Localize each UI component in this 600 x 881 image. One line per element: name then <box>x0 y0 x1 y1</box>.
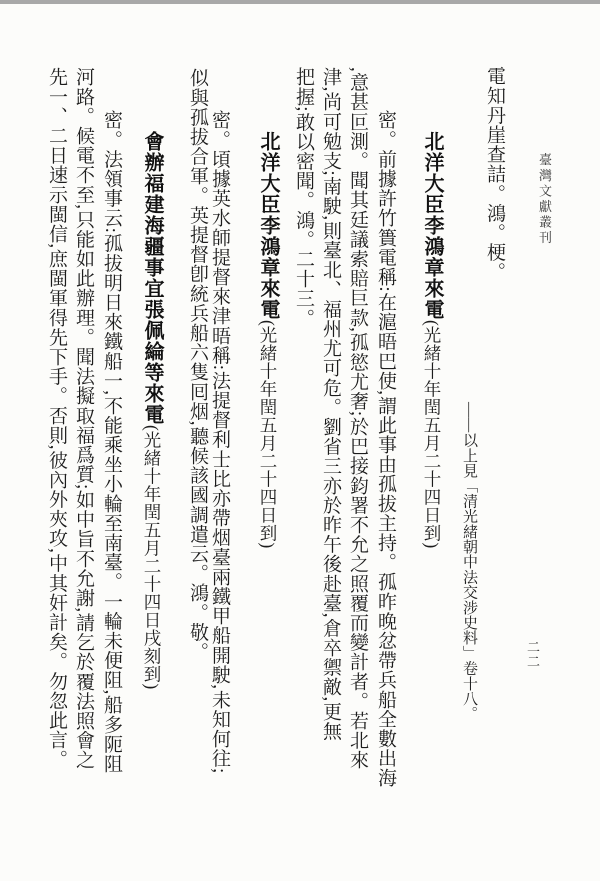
entry-1-heading <box>421 131 443 549</box>
entry-2-body-col-1: 密。頃據英水師提督來津晤稱:法提督利士比亦帶烟臺兩鐵甲船開駛,未知何往; <box>209 110 230 774</box>
entry-2-date: (光緒十年閏五月二十四日到) <box>258 320 278 549</box>
entry-1-title: 北洋大臣李鴻章來電 <box>421 131 443 320</box>
carryover-line: 電知丹崖查詰。鴻。梗。 <box>484 66 505 282</box>
entry-2-title: 北洋大臣李鴻章來電 <box>257 131 279 320</box>
entry-1-body-col-2: ,意甚叵測。聞其廷議索賠巨款,孤慾尤奢;於巴接鈞署不允之照覆而變計者。若北來 <box>347 67 368 770</box>
entry-3-heading <box>141 131 163 690</box>
series-title: 臺灣文獻叢刊 <box>537 153 552 246</box>
entry-3-body-col-3: 先一、二日速示閩信,庶閩軍得先下手。否則,彼內外夾攻,中其奸計矣。勿忽此言。 <box>46 67 67 770</box>
entry-2-heading <box>257 131 279 549</box>
page-number: 二二 <box>525 640 540 669</box>
entry-3-body-col-2: 河路。候電不至,只能如此辦理。聞法擬取福爲質;如中旨不允謝,請乞於覆法照會之 <box>73 67 94 770</box>
entry-3-title: 會辦福建海疆事宜張佩綸等來電 <box>141 131 163 425</box>
entry-3-date: (光緒十年閏五月二十四日戌刻到) <box>142 425 162 690</box>
source-citation: ——以上見「清光緒朝中法交涉史料」卷十八。 <box>461 402 477 722</box>
entry-1-body-col-4: 把握;敢以密聞。鴻。二十三。 <box>293 67 314 328</box>
page-top-rule <box>0 0 600 4</box>
entry-2-body-col-2: 似與孤拔合軍。英提督卽統兵船六隻囘烟,聽候該國調遣云。鴻。敬。 <box>187 68 208 662</box>
entry-3-body-col-1: 密。法領事云:孤拔明日來鐵船一,不能乘坐小輪至南臺。一輪未便阻,船多阨阻 <box>101 110 122 774</box>
entry-1-body-col-3: 津,尚可勉支;南駛,則臺北、福州尤可危。劉省三亦於昨午後赴臺,倉卒禦敵,更無 <box>320 67 341 742</box>
entry-1-body-col-1: 密。前據許竹簣電稱:在滬晤巴使,謂此事由孤拔主持。孤昨晚忿帶兵船全數出海 <box>375 110 396 788</box>
entry-1-date: (光緒十年閏五月二十四日到) <box>422 320 442 549</box>
